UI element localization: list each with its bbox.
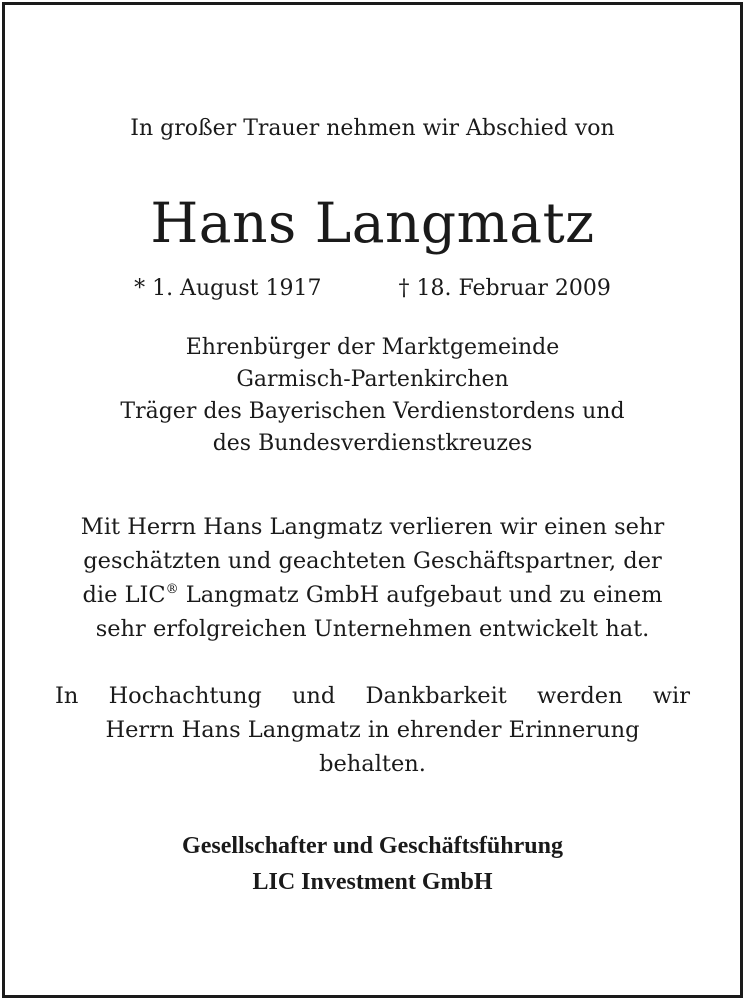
signature-line: Gesellschafter und Geschäftsführung	[182, 833, 563, 859]
tribute-line: geschätzten und geachteten Geschäftspartner, der	[83, 548, 662, 574]
remembrance-word: Hochachtung	[108, 683, 262, 709]
tribute-line	[45, 578, 700, 612]
registered-mark: ®	[165, 582, 179, 597]
honor-line: des Bundesverdienstkreuzes	[212, 431, 533, 456]
honor-line: Träger des Bayerischen Verdienstordens und	[120, 399, 625, 424]
tribute-text: Langmatz GmbH aufgebaut und zu einem	[178, 582, 663, 608]
remembrance-word: wir	[652, 683, 690, 709]
remembrance-word: In	[55, 683, 79, 709]
remembrance-word: Dankbarkeit	[365, 683, 507, 709]
remembrance-paragraph	[55, 679, 690, 781]
honors-block	[45, 332, 700, 460]
death-date: † 18. Februar 2009	[398, 276, 611, 301]
obituary-frame	[2, 2, 743, 998]
tribute-text: die LIC	[82, 582, 166, 608]
honor-line: Ehrenbürger der Marktgemeinde	[185, 335, 560, 360]
honor-line: Garmisch-Partenkirchen	[236, 367, 509, 392]
tribute-line: sehr erfolgreichen Unternehmen entwickelt hat.	[95, 616, 650, 642]
remembrance-line: behalten.	[319, 751, 426, 777]
signature-block	[5, 828, 740, 900]
remembrance-word: werden	[537, 683, 623, 709]
company-name: LIC Investment GmbH	[252, 869, 493, 895]
remembrance-word: und	[291, 683, 336, 709]
remembrance-line	[55, 679, 690, 713]
tribute-paragraph	[45, 510, 700, 646]
birth-date: * 1. August 1917	[134, 276, 322, 301]
life-dates	[5, 276, 740, 301]
deceased-name: Hans Langmatz	[150, 191, 595, 255]
intro-text: In großer Trauer nehmen wir Abschied von	[130, 116, 615, 141]
tribute-line: Mit Herrn Hans Langmatz verlieren wir einen sehr	[80, 514, 665, 540]
remembrance-line: Herrn Hans Langmatz in ehrender Erinnerung	[105, 717, 640, 743]
